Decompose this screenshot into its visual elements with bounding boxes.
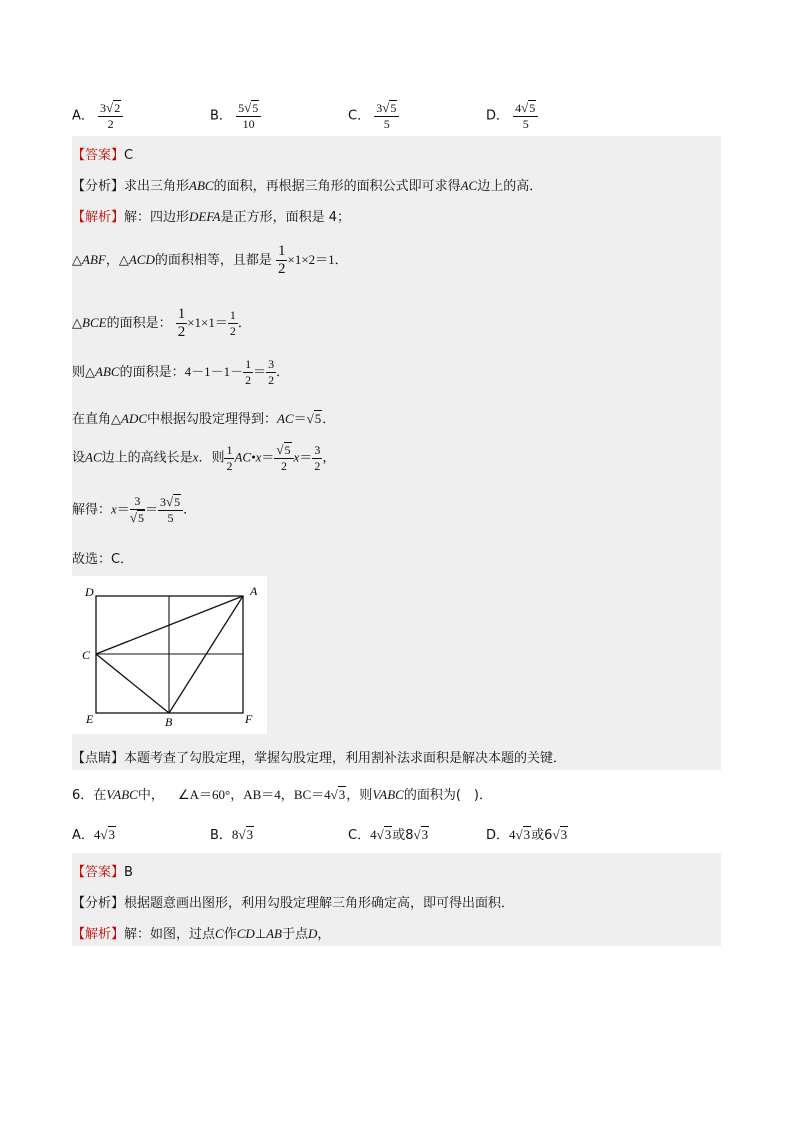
text: 8 <box>231 827 239 842</box>
radicand: 5 <box>284 443 291 457</box>
text: 4 <box>370 827 377 842</box>
text: 或8 <box>392 828 414 843</box>
text: BC＝4 <box>293 787 331 802</box>
q5-option-b <box>210 100 261 132</box>
radicand: 5 <box>252 101 259 115</box>
num: 4 <box>515 101 522 115</box>
text: 于点 <box>282 927 309 942</box>
num: 5 <box>238 101 245 115</box>
text: ． <box>322 412 336 427</box>
radicand: 3 <box>421 827 429 842</box>
text: BCE <box>82 315 107 330</box>
text: C <box>215 926 224 941</box>
text: ， <box>317 927 331 942</box>
comment-tag: 【点睛】 <box>72 751 125 766</box>
den: 2 <box>268 373 275 387</box>
den: 2 <box>229 324 236 338</box>
solution-tag: 【解析】 <box>72 927 125 942</box>
option-letter: B． <box>210 828 232 843</box>
text: x <box>293 449 300 465</box>
geometry-figure <box>72 576 267 734</box>
option-letter: A． <box>72 108 94 124</box>
q5-solution-line3 <box>72 306 251 341</box>
q6-option-d: D．4√3或6√3 <box>486 827 568 843</box>
text: ． <box>183 502 197 518</box>
q5-solution-line6 <box>72 442 335 474</box>
text: AB＝4 <box>243 787 281 802</box>
text: 本题考查了勾股定理，掌握勾股定理，利用割补法求面积是解决本题的关键． <box>124 751 567 766</box>
num: 1 <box>277 243 286 259</box>
text: CD <box>236 926 255 941</box>
text: ADC <box>121 411 147 426</box>
text: ＝ <box>261 449 275 465</box>
label-c: C <box>82 648 91 662</box>
q5-analysis <box>72 175 542 194</box>
text: ∠A＝60° <box>177 787 231 802</box>
radicand: 3 <box>108 827 116 842</box>
text: ⊥ <box>254 926 267 941</box>
text: AC•x <box>234 449 262 465</box>
fraction: $\frac{3√2}{2}$ <box>98 100 123 132</box>
label-d: D <box>85 585 94 599</box>
text: 的面积为( )． <box>403 788 492 803</box>
answer-value: C <box>124 148 134 163</box>
den: 2 <box>245 373 252 387</box>
text: ABF <box>82 252 106 267</box>
radicand: 2 <box>114 101 121 115</box>
text: 的面积是： <box>106 316 172 331</box>
radicand: 3 <box>246 827 254 842</box>
q6-option-c: C．4√3或8√3 <box>348 827 429 843</box>
option-letter: A． <box>72 828 94 843</box>
text: 是正方形，面积是 4； <box>220 210 350 225</box>
num: 3 <box>268 357 275 371</box>
q5-comment <box>72 747 566 766</box>
text: 解：如图，过点 <box>124 927 216 942</box>
num: 3 <box>159 495 166 509</box>
fraction: $\frac{√5}{2}$ <box>274 442 293 474</box>
fraction: $\frac{3√5}{5}$ <box>374 100 399 132</box>
label-b: B <box>165 715 173 729</box>
text: ＝ <box>144 501 158 517</box>
text: ． <box>276 365 290 380</box>
fraction <box>228 308 238 339</box>
den: 5 <box>522 117 529 131</box>
q5-solution-line7 <box>72 494 196 526</box>
fraction <box>312 443 322 474</box>
q5-option-c <box>348 100 399 132</box>
q5-solution-line8: 故选：C． <box>72 552 134 567</box>
den: 10 <box>242 117 255 131</box>
analysis-tag: 【分析】 <box>72 179 125 194</box>
q5-solution-line5: 在直角△ADC中根据勾股定理得到：AC＝√5． <box>72 411 336 427</box>
fraction: $\frac{5√5}{10}$ <box>236 100 261 132</box>
label-f: F <box>245 712 253 726</box>
text: ＝ <box>253 364 267 379</box>
text: 则△ <box>72 365 95 380</box>
text: AC <box>460 178 478 193</box>
segment-cb <box>96 654 169 713</box>
text: 求出三角形 <box>124 179 190 194</box>
radicand: 5 <box>314 411 322 426</box>
q6-stem: 6．在VABC中， ∠A＝60°，AB＝4，BC＝4√3，则VABC的面积为( )． <box>72 787 492 803</box>
den: 2 <box>177 324 186 340</box>
text: x <box>111 501 117 517</box>
text: 解：四边形 <box>124 210 190 225</box>
radicand: 3 <box>384 827 392 842</box>
radicand: 5 <box>137 511 144 525</box>
text: ． <box>237 316 251 331</box>
text: VABC <box>106 787 138 802</box>
fraction <box>276 243 288 278</box>
den: 5 <box>383 117 390 131</box>
q5-solution-line2 <box>72 243 348 278</box>
text: ＝ <box>116 501 130 517</box>
fraction <box>224 443 234 474</box>
num: 3 <box>100 101 107 115</box>
q6-solution <box>72 923 330 942</box>
fraction: $\frac{3√5}{5}$ <box>158 494 183 526</box>
text: 4 <box>509 827 516 842</box>
q5-figure <box>72 576 267 734</box>
text: 根据题意画出图形，利用勾股定理解三角形确定高，即可得出面积． <box>124 896 515 911</box>
text: ， <box>322 450 336 466</box>
text: 的面积相等，且都是 <box>154 253 272 268</box>
den: 2 <box>226 458 233 473</box>
q5-solution-line4 <box>72 357 289 388</box>
q6-option-b: B．8√3 <box>210 827 254 843</box>
text: AC <box>277 411 294 426</box>
text: ABC <box>189 178 214 193</box>
fraction: $\frac{3}{√5}$ <box>129 494 144 525</box>
den: 2 <box>107 117 114 131</box>
q5-option-a <box>72 100 123 132</box>
analysis-tag: 【分析】 <box>72 896 125 911</box>
text: ．则 <box>198 450 225 466</box>
q6-answer <box>72 861 133 880</box>
q6-option-a: A．4√3 <box>72 827 116 843</box>
text: ×1×1＝ <box>187 315 228 330</box>
option-letter: D． <box>486 108 510 124</box>
answer-tag: 【答案】 <box>72 865 125 880</box>
num: 1 <box>245 357 252 371</box>
text: AC <box>85 449 102 465</box>
label-e: E <box>86 712 94 726</box>
text: AB <box>266 926 282 941</box>
text: 4 <box>93 827 101 842</box>
q5-answer <box>72 144 133 163</box>
text: D <box>308 926 318 941</box>
option-letter: B． <box>210 108 232 124</box>
fraction <box>266 357 276 388</box>
text: 中， <box>137 788 164 803</box>
text: △ <box>72 253 82 268</box>
answer-tag: 【答案】 <box>72 148 125 163</box>
option-letter: C． <box>348 828 371 843</box>
text: ACD <box>128 252 155 267</box>
fraction: $\frac{4√5}{5}$ <box>513 100 538 132</box>
den: 5 <box>167 511 174 525</box>
fraction <box>243 357 253 388</box>
radicand: 3 <box>338 787 346 802</box>
num: 3 <box>314 442 321 457</box>
q6-analysis <box>72 892 514 911</box>
text: 作 <box>223 927 237 942</box>
text: ×1×2＝1． <box>287 252 348 267</box>
text: △ <box>72 316 82 331</box>
q5-solution-line1 <box>72 206 350 225</box>
text: x <box>192 449 199 465</box>
text: 在直角△ <box>72 412 121 427</box>
label-a: A <box>250 584 258 598</box>
text: 或6 <box>531 828 553 843</box>
den: 2 <box>314 458 321 473</box>
text: 6．在 <box>72 788 107 803</box>
text: 4－1－1－ <box>184 364 244 379</box>
text: 边上的高线长是 <box>101 450 193 466</box>
text: ＝ <box>299 449 313 465</box>
radicand: 5 <box>390 101 397 115</box>
radicand: 3 <box>560 827 568 842</box>
text: 中根据勾股定理得到： <box>147 412 278 427</box>
num: 3 <box>376 101 383 115</box>
text: 的面积是： <box>119 365 185 380</box>
text: ，则 <box>346 788 373 803</box>
fraction <box>176 306 188 341</box>
num: 1 <box>226 442 233 457</box>
option-letter: C． <box>348 108 371 124</box>
text: 解得： <box>72 502 112 518</box>
text: 的面积，再根据三角形的面积公式即可求得 <box>213 179 461 194</box>
text: VABC <box>372 787 404 802</box>
text: 设 <box>72 450 86 466</box>
option-letter: D． <box>486 828 510 843</box>
text: ABC <box>95 364 120 379</box>
den: 2 <box>277 261 286 277</box>
radicand: 3 <box>523 827 531 842</box>
text: ＝ <box>293 411 307 426</box>
num: 1 <box>177 306 186 322</box>
solution-tag: 【解析】 <box>72 210 125 225</box>
num: 1 <box>229 308 236 322</box>
answer-value: B <box>124 865 133 880</box>
q5-option-d <box>486 100 538 132</box>
radicand: 5 <box>529 101 536 115</box>
text: DEFA <box>189 209 221 224</box>
text: 边上的高． <box>477 179 543 194</box>
text: ，△ <box>105 253 129 268</box>
num: 3 <box>130 494 145 510</box>
den: 2 <box>280 459 287 473</box>
radicand: 5 <box>174 495 181 509</box>
